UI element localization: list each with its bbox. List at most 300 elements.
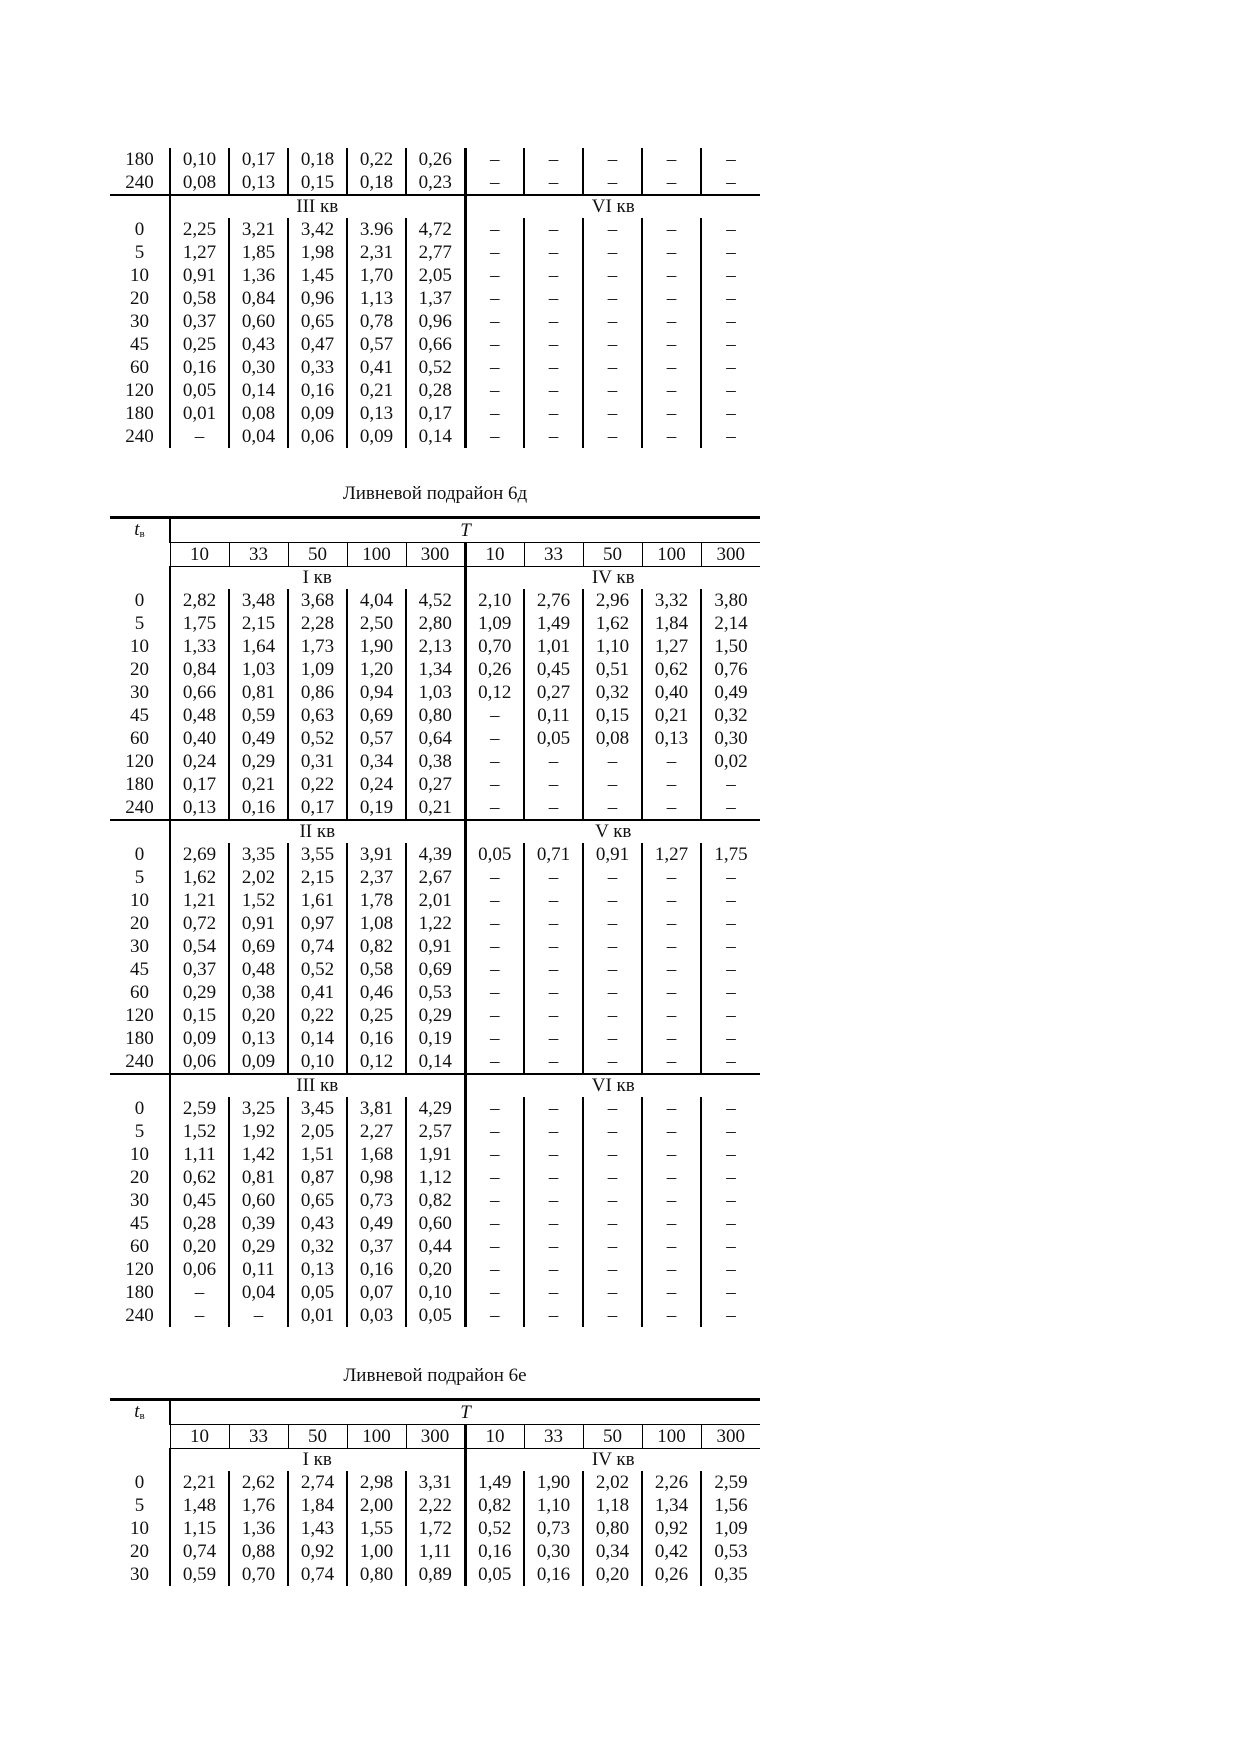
value-cell: 0,72 bbox=[170, 912, 229, 935]
value-cell: 0,11 bbox=[229, 1258, 288, 1281]
duration-cell: 10 bbox=[130, 264, 149, 286]
value-cell: – bbox=[583, 1004, 642, 1027]
value-cell: 0,82 bbox=[465, 1494, 524, 1517]
duration-subscript: в bbox=[139, 1410, 145, 1422]
table-row bbox=[110, 589, 760, 612]
duration-cell: 30 bbox=[130, 310, 149, 332]
value-cell: 1,76 bbox=[229, 1494, 288, 1517]
table-title-6d: Ливневой подрайон 6д bbox=[342, 483, 528, 504]
period-cell: 10 bbox=[170, 543, 229, 567]
value-cell: – bbox=[583, 750, 642, 773]
value-cell: 0,74 bbox=[170, 1540, 229, 1563]
value-cell: 0,41 bbox=[347, 356, 406, 379]
value-cell: 0,37 bbox=[170, 958, 229, 981]
duration-cell: 10 bbox=[130, 1517, 149, 1539]
quarter-spacer bbox=[110, 1074, 170, 1097]
value-cell: – bbox=[465, 333, 524, 356]
value-cell: 0,37 bbox=[347, 1235, 406, 1258]
value-cell: – bbox=[524, 171, 583, 195]
value-cell: – bbox=[465, 241, 524, 264]
quarter-spacer bbox=[110, 567, 170, 590]
value-cell: 1,33 bbox=[170, 635, 229, 658]
value-cell: 0,07 bbox=[347, 1281, 406, 1304]
value-cell: – bbox=[701, 333, 760, 356]
value-cell: 0,18 bbox=[288, 148, 347, 171]
value-cell: – bbox=[642, 889, 701, 912]
value-cell: 1,09 bbox=[288, 658, 347, 681]
duration-cell: 45 bbox=[130, 1212, 149, 1234]
table-row bbox=[110, 704, 760, 727]
value-cell: 0,52 bbox=[288, 958, 347, 981]
value-cell: 0,58 bbox=[170, 287, 229, 310]
duration-cell: 180 bbox=[125, 148, 154, 170]
value-cell: – bbox=[465, 1189, 524, 1212]
duration-cell: 240 bbox=[125, 1304, 154, 1326]
value-cell: 0,34 bbox=[347, 750, 406, 773]
value-cell: – bbox=[465, 356, 524, 379]
value-cell: 1,27 bbox=[642, 635, 701, 658]
value-cell: – bbox=[642, 1143, 701, 1166]
value-cell: 1,62 bbox=[583, 612, 642, 635]
value-cell: 0,96 bbox=[288, 287, 347, 310]
value-cell: 3,21 bbox=[229, 218, 288, 241]
value-cell: – bbox=[524, 287, 583, 310]
value-cell: – bbox=[701, 1097, 760, 1120]
value-cell: – bbox=[465, 796, 524, 820]
value-cell: 1,01 bbox=[524, 635, 583, 658]
value-cell: 0,74 bbox=[288, 935, 347, 958]
duration-cell: 240 bbox=[125, 1050, 154, 1072]
table-row bbox=[110, 750, 760, 773]
value-cell: 0,35 bbox=[701, 1563, 760, 1586]
value-cell: 3,55 bbox=[288, 843, 347, 866]
value-cell: 0,27 bbox=[406, 773, 465, 796]
value-cell: 1,90 bbox=[347, 635, 406, 658]
table-row bbox=[110, 1212, 760, 1235]
value-cell: 0,09 bbox=[347, 425, 406, 448]
value-cell: – bbox=[465, 402, 524, 425]
value-cell: 0,51 bbox=[583, 658, 642, 681]
duration-cell: 5 bbox=[134, 1494, 145, 1516]
value-cell: 2,80 bbox=[406, 612, 465, 635]
value-cell: 4,29 bbox=[406, 1097, 465, 1120]
value-cell: 2,69 bbox=[170, 843, 229, 866]
value-cell: – bbox=[642, 958, 701, 981]
value-cell: 0,59 bbox=[229, 704, 288, 727]
duration-cell: 30 bbox=[130, 1189, 149, 1211]
value-cell: – bbox=[701, 264, 760, 287]
duration-symbol: t bbox=[134, 519, 140, 540]
duration-cell: 5 bbox=[134, 612, 145, 634]
value-cell: – bbox=[583, 1097, 642, 1120]
value-cell: 0,29 bbox=[229, 1235, 288, 1258]
value-cell: 0,29 bbox=[406, 1004, 465, 1027]
value-cell: 0,60 bbox=[229, 310, 288, 333]
duration-cell: 0 bbox=[134, 1471, 145, 1493]
value-cell: – bbox=[524, 425, 583, 448]
quarter-label-left: I кв bbox=[170, 567, 465, 590]
value-cell: 0,70 bbox=[229, 1563, 288, 1586]
value-cell: 0,01 bbox=[170, 402, 229, 425]
value-cell: 0,84 bbox=[170, 658, 229, 681]
value-cell: 0,15 bbox=[583, 704, 642, 727]
value-cell: – bbox=[583, 287, 642, 310]
value-cell: – bbox=[524, 148, 583, 171]
value-cell: – bbox=[642, 1027, 701, 1050]
value-cell: 2,27 bbox=[347, 1120, 406, 1143]
value-cell: 0,06 bbox=[288, 425, 347, 448]
value-cell: – bbox=[465, 264, 524, 287]
value-cell: 2,96 bbox=[583, 589, 642, 612]
value-cell: 1,22 bbox=[406, 912, 465, 935]
runoff-table-continued bbox=[110, 148, 760, 448]
quarter-spacer bbox=[110, 195, 170, 218]
value-cell: 2,62 bbox=[229, 1471, 288, 1494]
value-cell: 0,06 bbox=[170, 1050, 229, 1074]
value-cell: 0,19 bbox=[347, 796, 406, 820]
value-cell: – bbox=[583, 1143, 642, 1166]
table-row bbox=[110, 658, 760, 681]
value-cell: 2,00 bbox=[347, 1494, 406, 1517]
value-cell: 0,22 bbox=[288, 773, 347, 796]
period-cell: 50 bbox=[288, 543, 347, 567]
value-cell: 1,03 bbox=[406, 681, 465, 704]
table-title-6e: Ливневой подрайон 6е bbox=[343, 1365, 527, 1386]
value-cell: 2,76 bbox=[524, 589, 583, 612]
duration-cell: 20 bbox=[130, 1540, 149, 1562]
value-cell: 4,72 bbox=[406, 218, 465, 241]
duration-cell: 240 bbox=[125, 796, 154, 818]
value-cell: 0,04 bbox=[229, 425, 288, 448]
value-cell: – bbox=[583, 171, 642, 195]
value-cell: – bbox=[701, 310, 760, 333]
table-row bbox=[110, 264, 760, 287]
value-cell: – bbox=[642, 1004, 701, 1027]
value-cell: 0,05 bbox=[406, 1304, 465, 1327]
duration-cell: 5 bbox=[134, 866, 145, 888]
value-cell: 1,73 bbox=[288, 635, 347, 658]
table-row bbox=[110, 333, 760, 356]
value-cell: – bbox=[642, 310, 701, 333]
period-cell: 100 bbox=[642, 543, 701, 567]
value-cell: – bbox=[701, 1189, 760, 1212]
value-cell: 0,14 bbox=[229, 379, 288, 402]
duration-cell: 45 bbox=[130, 958, 149, 980]
value-cell: – bbox=[701, 1281, 760, 1304]
value-cell: 0,09 bbox=[229, 1050, 288, 1074]
table-row bbox=[110, 681, 760, 704]
value-cell: 1,75 bbox=[170, 612, 229, 635]
value-cell: 0,74 bbox=[288, 1563, 347, 1586]
value-cell: 1,00 bbox=[347, 1540, 406, 1563]
duration-cell: 120 bbox=[125, 1004, 154, 1026]
quarter-header-row bbox=[110, 1449, 760, 1472]
value-cell: 0,10 bbox=[288, 1050, 347, 1074]
duration-cell: 180 bbox=[125, 1281, 154, 1303]
value-cell: – bbox=[583, 333, 642, 356]
value-cell: – bbox=[583, 1304, 642, 1327]
value-cell: 2,01 bbox=[406, 889, 465, 912]
value-cell: – bbox=[465, 425, 524, 448]
duration-cell: 20 bbox=[130, 912, 149, 934]
value-cell: – bbox=[642, 773, 701, 796]
value-cell: 1,52 bbox=[229, 889, 288, 912]
value-cell: 1,37 bbox=[406, 287, 465, 310]
value-cell: 1,34 bbox=[406, 658, 465, 681]
value-cell: 1,84 bbox=[642, 612, 701, 635]
value-cell: – bbox=[642, 1258, 701, 1281]
value-cell: – bbox=[701, 241, 760, 264]
table-row bbox=[110, 1471, 760, 1494]
value-cell: – bbox=[524, 310, 583, 333]
table-row bbox=[110, 356, 760, 379]
return-period-header: T bbox=[170, 1400, 760, 1425]
value-cell: 0,81 bbox=[229, 1166, 288, 1189]
value-cell: – bbox=[583, 1027, 642, 1050]
value-cell: 0,03 bbox=[347, 1304, 406, 1327]
quarter-label-right: VI кв bbox=[465, 195, 760, 218]
value-cell: 0,41 bbox=[288, 981, 347, 1004]
header-row-top bbox=[110, 518, 760, 543]
value-cell: 0,81 bbox=[229, 681, 288, 704]
value-cell: 2,14 bbox=[701, 612, 760, 635]
value-cell: 0,97 bbox=[288, 912, 347, 935]
return-period-header: T bbox=[170, 518, 760, 543]
table-row bbox=[110, 148, 760, 171]
table-row bbox=[110, 1050, 760, 1074]
table-row bbox=[110, 1563, 760, 1586]
value-cell: 0,13 bbox=[642, 727, 701, 750]
value-cell: 2,22 bbox=[406, 1494, 465, 1517]
value-cell: 0,69 bbox=[406, 958, 465, 981]
value-cell: – bbox=[583, 425, 642, 448]
value-cell: – bbox=[642, 402, 701, 425]
value-cell: 1,84 bbox=[288, 1494, 347, 1517]
value-cell: 0,24 bbox=[347, 773, 406, 796]
value-cell: 1,90 bbox=[524, 1471, 583, 1494]
table-row bbox=[110, 287, 760, 310]
value-cell: – bbox=[170, 425, 229, 448]
value-cell: 3,45 bbox=[288, 1097, 347, 1120]
value-cell: – bbox=[170, 1304, 229, 1327]
value-cell: – bbox=[642, 1120, 701, 1143]
value-cell: – bbox=[524, 333, 583, 356]
value-cell: – bbox=[583, 1212, 642, 1235]
value-cell: 0,16 bbox=[347, 1027, 406, 1050]
value-cell: 0,78 bbox=[347, 310, 406, 333]
duration-cell: 10 bbox=[130, 635, 149, 657]
value-cell: 0,09 bbox=[170, 1027, 229, 1050]
value-cell: – bbox=[642, 379, 701, 402]
duration-cell: 120 bbox=[125, 750, 154, 772]
value-cell: – bbox=[642, 912, 701, 935]
value-cell: 0,18 bbox=[347, 171, 406, 195]
value-cell: – bbox=[701, 218, 760, 241]
value-cell: – bbox=[701, 1120, 760, 1143]
value-cell: 1,50 bbox=[701, 635, 760, 658]
table-row bbox=[110, 1540, 760, 1563]
value-cell: – bbox=[465, 218, 524, 241]
value-cell: 0,73 bbox=[524, 1517, 583, 1540]
value-cell: – bbox=[701, 889, 760, 912]
value-cell: 1,56 bbox=[701, 1494, 760, 1517]
value-cell: 0,98 bbox=[347, 1166, 406, 1189]
duration-cell: 60 bbox=[130, 356, 149, 378]
value-cell: – bbox=[170, 1281, 229, 1304]
value-cell: – bbox=[642, 425, 701, 448]
quarter-spacer bbox=[110, 820, 170, 843]
value-cell: 0,82 bbox=[347, 935, 406, 958]
value-cell: 0,96 bbox=[406, 310, 465, 333]
value-cell: – bbox=[642, 1281, 701, 1304]
value-cell: 0,32 bbox=[288, 1235, 347, 1258]
value-cell: – bbox=[642, 287, 701, 310]
value-cell: 2,59 bbox=[170, 1097, 229, 1120]
value-cell: 1,12 bbox=[406, 1166, 465, 1189]
value-cell: 2,98 bbox=[347, 1471, 406, 1494]
value-cell: 0,14 bbox=[406, 425, 465, 448]
duration-cell: 180 bbox=[125, 402, 154, 424]
duration-cell: 20 bbox=[130, 658, 149, 680]
quarter-header-row bbox=[110, 820, 760, 843]
value-cell: 0,52 bbox=[288, 727, 347, 750]
value-cell: 0,73 bbox=[347, 1189, 406, 1212]
value-cell: 0,26 bbox=[465, 658, 524, 681]
value-cell: 0,70 bbox=[465, 635, 524, 658]
value-cell: – bbox=[583, 1281, 642, 1304]
duration-cell: 180 bbox=[125, 1027, 154, 1049]
value-cell: 1,48 bbox=[170, 1494, 229, 1517]
value-cell: 0,40 bbox=[642, 681, 701, 704]
value-cell: 1,13 bbox=[347, 287, 406, 310]
table-row bbox=[110, 218, 760, 241]
period-cell: 300 bbox=[701, 543, 760, 567]
value-cell: – bbox=[465, 1281, 524, 1304]
value-cell: – bbox=[524, 912, 583, 935]
value-cell: – bbox=[465, 1004, 524, 1027]
value-cell: 0,80 bbox=[347, 1563, 406, 1586]
value-cell: – bbox=[642, 750, 701, 773]
value-cell: 3,31 bbox=[406, 1471, 465, 1494]
value-cell: – bbox=[524, 889, 583, 912]
value-cell: – bbox=[701, 981, 760, 1004]
period-cell: 100 bbox=[642, 1425, 701, 1449]
value-cell: – bbox=[701, 356, 760, 379]
duration-cell: 60 bbox=[130, 727, 149, 749]
value-cell: 3,42 bbox=[288, 218, 347, 241]
value-cell: – bbox=[465, 704, 524, 727]
duration-cell: 20 bbox=[130, 287, 149, 309]
value-cell: 2,67 bbox=[406, 866, 465, 889]
value-cell: 1,03 bbox=[229, 658, 288, 681]
value-cell: – bbox=[229, 1304, 288, 1327]
value-cell: 2,50 bbox=[347, 612, 406, 635]
value-cell: – bbox=[524, 379, 583, 402]
value-cell: – bbox=[524, 402, 583, 425]
quarter-header-row bbox=[110, 195, 760, 218]
table-row bbox=[110, 1258, 760, 1281]
table-row bbox=[110, 912, 760, 935]
value-cell: 0,29 bbox=[170, 981, 229, 1004]
value-cell: 3,32 bbox=[642, 589, 701, 612]
value-cell: – bbox=[642, 935, 701, 958]
period-cell: 10 bbox=[465, 543, 524, 567]
value-cell: 0,17 bbox=[229, 148, 288, 171]
value-cell: – bbox=[524, 1166, 583, 1189]
value-cell: 0,88 bbox=[229, 1540, 288, 1563]
value-cell: 0,58 bbox=[347, 958, 406, 981]
quarter-label-right: VI кв bbox=[465, 1074, 760, 1097]
duration-cell: 0 bbox=[134, 1097, 145, 1119]
value-cell: – bbox=[642, 148, 701, 171]
table-row bbox=[110, 1304, 760, 1327]
value-cell: 0,24 bbox=[170, 750, 229, 773]
value-cell: – bbox=[583, 889, 642, 912]
table-row bbox=[110, 1494, 760, 1517]
value-cell: 0,45 bbox=[170, 1189, 229, 1212]
value-cell: – bbox=[465, 889, 524, 912]
value-cell: – bbox=[465, 379, 524, 402]
value-cell: 1,70 bbox=[347, 264, 406, 287]
value-cell: 1,09 bbox=[465, 612, 524, 635]
value-cell: 0,29 bbox=[229, 750, 288, 773]
duration-cell: 180 bbox=[125, 773, 154, 795]
duration-cell: 0 bbox=[134, 589, 145, 611]
duration-cell: 10 bbox=[130, 889, 149, 911]
value-cell: 0,64 bbox=[406, 727, 465, 750]
value-cell: 2,05 bbox=[406, 264, 465, 287]
duration-cell: 45 bbox=[130, 704, 149, 726]
value-cell: – bbox=[583, 241, 642, 264]
value-cell: – bbox=[583, 1166, 642, 1189]
quarter-header-row bbox=[110, 567, 760, 590]
value-cell: – bbox=[701, 1235, 760, 1258]
value-cell: 0,69 bbox=[229, 935, 288, 958]
value-cell: – bbox=[583, 1120, 642, 1143]
value-cell: 0,08 bbox=[170, 171, 229, 195]
value-cell: – bbox=[583, 264, 642, 287]
value-cell: – bbox=[701, 402, 760, 425]
value-cell: 0,10 bbox=[170, 148, 229, 171]
table-row bbox=[110, 1189, 760, 1212]
value-cell: 1,49 bbox=[524, 612, 583, 635]
period-cell: 33 bbox=[524, 1425, 583, 1449]
value-cell: 2,26 bbox=[642, 1471, 701, 1494]
value-cell: – bbox=[701, 912, 760, 935]
duration-header bbox=[110, 518, 170, 567]
value-cell: 1,08 bbox=[347, 912, 406, 935]
duration-cell: 120 bbox=[125, 379, 154, 401]
value-cell: – bbox=[524, 1097, 583, 1120]
value-cell: 0,84 bbox=[229, 287, 288, 310]
period-cell: 300 bbox=[406, 543, 465, 567]
value-cell: 0,02 bbox=[701, 750, 760, 773]
value-cell: – bbox=[583, 356, 642, 379]
value-cell: – bbox=[524, 1189, 583, 1212]
value-cell: – bbox=[465, 1166, 524, 1189]
value-cell: 0,21 bbox=[642, 704, 701, 727]
value-cell: – bbox=[583, 912, 642, 935]
value-cell: – bbox=[465, 912, 524, 935]
value-cell: – bbox=[583, 402, 642, 425]
table-row bbox=[110, 612, 760, 635]
value-cell: 0,46 bbox=[347, 981, 406, 1004]
value-cell: 1,61 bbox=[288, 889, 347, 912]
table-row bbox=[110, 958, 760, 981]
value-cell: 0,08 bbox=[229, 402, 288, 425]
value-cell: 0,86 bbox=[288, 681, 347, 704]
value-cell: – bbox=[524, 1143, 583, 1166]
